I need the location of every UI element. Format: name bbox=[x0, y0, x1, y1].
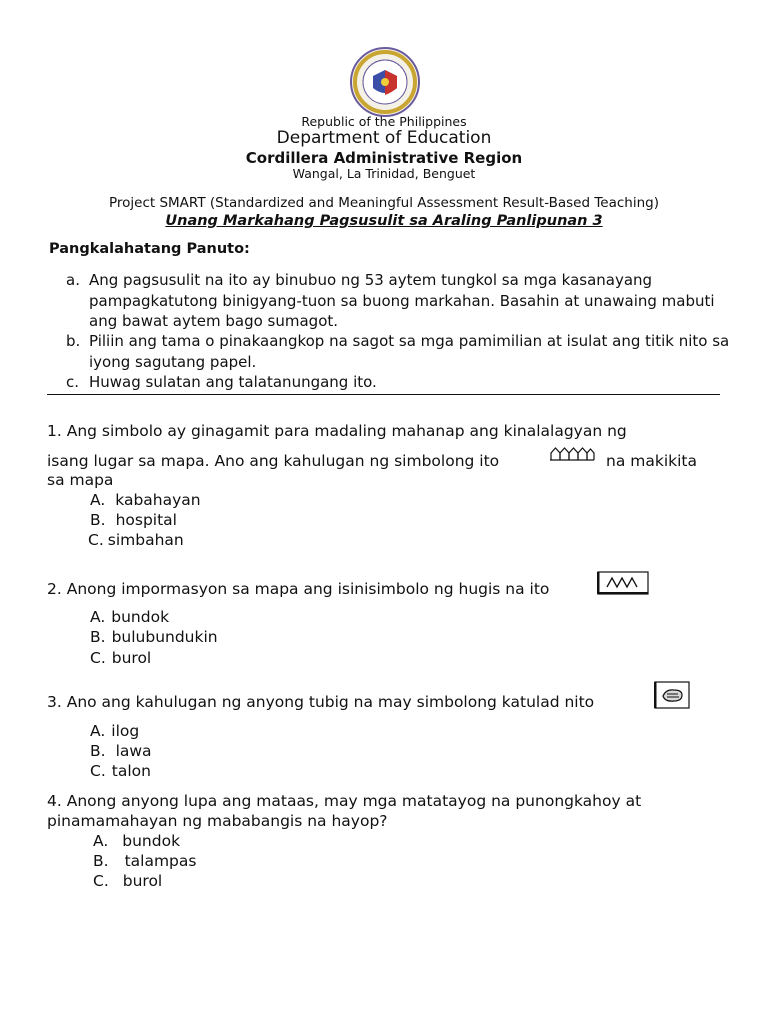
instruction-text: Huwag sulatan ang talatanungang ito. bbox=[89, 373, 377, 391]
question-2-text: 2. Anong impormasyon sa mapa ang isinisimbolo ng hugis na ito bbox=[47, 580, 550, 598]
instruction-letter: c. bbox=[66, 373, 80, 391]
option-letter: A. bbox=[90, 491, 106, 509]
option-row bbox=[90, 607, 169, 627]
option-letter: B. bbox=[90, 742, 106, 760]
option-letter: C. bbox=[90, 649, 106, 667]
instruction-letter: a. bbox=[66, 271, 80, 289]
option-row bbox=[90, 761, 151, 781]
question-4-line2: pinamamahayan ng mababangis na hayop? bbox=[47, 812, 388, 830]
option-row bbox=[90, 627, 218, 647]
option-text: kabahayan bbox=[115, 491, 201, 509]
instructions-title-colon: : bbox=[244, 241, 250, 257]
option-letter: A. bbox=[90, 608, 106, 626]
option-row bbox=[93, 871, 162, 891]
option-row bbox=[88, 530, 184, 550]
instruction-text: Ang pagsusulit na ito ay binubuo ng 53 aytem tungkol sa mga kasanayang pampagkatutong binigyang-tuon sa buong markahan. Basahin at unawaing mabuti ang bawat aytem bago sumagot. bbox=[89, 271, 715, 330]
region-label: Cordillera Administrative Region bbox=[245, 149, 523, 167]
option-text: simbahan bbox=[107, 531, 184, 549]
option-row bbox=[90, 648, 151, 668]
option-letter: A. bbox=[90, 722, 106, 740]
instruction-text: Piliin ang tama o pinakaangkop na sagot sa mga pamimilian at isulat ang titik nito sa iyong sagutang papel. bbox=[89, 332, 730, 371]
option-letter: C. bbox=[90, 762, 106, 780]
exam-title: Unang Markahang Pagsusulit sa Araling Panlipunan 3 bbox=[165, 213, 603, 229]
project-label: Project SMART (Standardized and Meaningful Assessment Result-Based Teaching) bbox=[108, 195, 659, 211]
option-letter: A. bbox=[93, 832, 109, 850]
option-letter: C. bbox=[88, 531, 104, 549]
question-1-line3: sa mapa bbox=[47, 471, 114, 489]
option-text: hospital bbox=[115, 511, 177, 529]
deped-seal-icon bbox=[349, 46, 421, 118]
option-row bbox=[90, 510, 177, 530]
option-letter: B. bbox=[93, 852, 109, 870]
instruction-letter: b. bbox=[66, 332, 81, 350]
option-text: burol bbox=[111, 649, 152, 667]
question-1-line2a: isang lugar sa mapa. Ano ang kahulugan ng simbolong ito bbox=[47, 452, 500, 470]
republic-label: Republic of the Philippines bbox=[301, 114, 467, 129]
option-text: bundok bbox=[122, 832, 181, 850]
option-letter: C. bbox=[93, 872, 109, 890]
question-1-line1: 1. Ang simbolo ay ginagamit para madaling mahanap ang kinalalagyan ng bbox=[47, 422, 627, 440]
option-letter: B. bbox=[90, 628, 106, 646]
question-1-line2b: na makikita bbox=[606, 452, 697, 470]
instructions-title bbox=[49, 241, 250, 257]
section-divider bbox=[47, 394, 720, 395]
address-label: Wangal, La Trinidad, Benguet bbox=[292, 166, 476, 181]
option-row bbox=[90, 741, 152, 761]
instruction-item bbox=[66, 270, 731, 332]
option-letter: B. bbox=[90, 511, 106, 529]
option-row bbox=[90, 490, 201, 510]
option-text: bundok bbox=[111, 608, 170, 626]
option-row bbox=[93, 831, 180, 851]
option-text: bulubundukin bbox=[111, 628, 218, 646]
option-text: burol bbox=[122, 872, 163, 890]
option-row bbox=[90, 721, 139, 741]
mountain-range-symbol-icon bbox=[597, 571, 649, 595]
question-3-text: 3. Ano ang kahulugan ng anyong tubig na may simbolong katulad nito bbox=[47, 693, 595, 711]
option-text: ilog bbox=[111, 722, 140, 740]
instruction-item bbox=[66, 372, 731, 393]
question-4-line1: 4. Anong anyong lupa ang mataas, may mga matatayog na punongkahoy at bbox=[47, 792, 642, 810]
instruction-item bbox=[66, 331, 731, 372]
houses-symbol-icon bbox=[549, 445, 595, 461]
option-text: talampas bbox=[124, 852, 197, 870]
department-label: Department of Education bbox=[276, 128, 492, 148]
option-text: lawa bbox=[115, 742, 152, 760]
option-row bbox=[93, 851, 196, 871]
lake-symbol-icon bbox=[654, 681, 690, 709]
option-text: talon bbox=[111, 762, 151, 780]
instructions-title-text: Pangkalahatang Panuto bbox=[49, 241, 245, 257]
